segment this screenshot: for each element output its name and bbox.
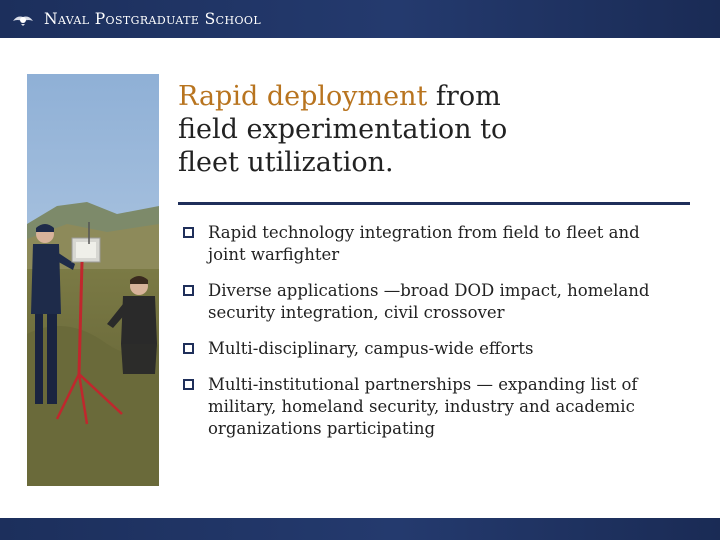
bullet-list	[182, 222, 682, 454]
bullet-text: Diverse applications —broad DOD impact, homeland security integration, civil crossover	[208, 281, 650, 322]
bullet-item	[182, 222, 682, 266]
bullet-item	[182, 374, 682, 440]
square-bullet-icon	[182, 284, 196, 298]
title-accent: Rapid deployment	[178, 81, 428, 112]
header-banner	[0, 0, 720, 38]
bullet-text: Multi-institutional partnerships — expanding list of military, homeland security, industry and academic organizations participating	[208, 375, 638, 438]
slide-title	[178, 80, 698, 179]
footer-banner	[0, 518, 720, 540]
square-bullet-icon	[182, 342, 196, 356]
title-divider	[178, 202, 690, 205]
field-experiment-photo	[27, 74, 159, 486]
square-bullet-icon	[182, 226, 196, 240]
bullet-text: Rapid technology integration from field to fleet and joint warfighter	[208, 223, 640, 264]
bullet-text: Multi-disciplinary, campus-wide efforts	[208, 339, 534, 358]
bullet-item	[182, 280, 682, 324]
title-rest: from field experimentation to fleet utilization.	[178, 81, 508, 178]
square-bullet-icon	[182, 378, 196, 392]
naval-seal-icon	[12, 12, 34, 27]
bullet-item	[182, 338, 682, 360]
school-name: Naval Postgraduate School	[44, 10, 262, 28]
